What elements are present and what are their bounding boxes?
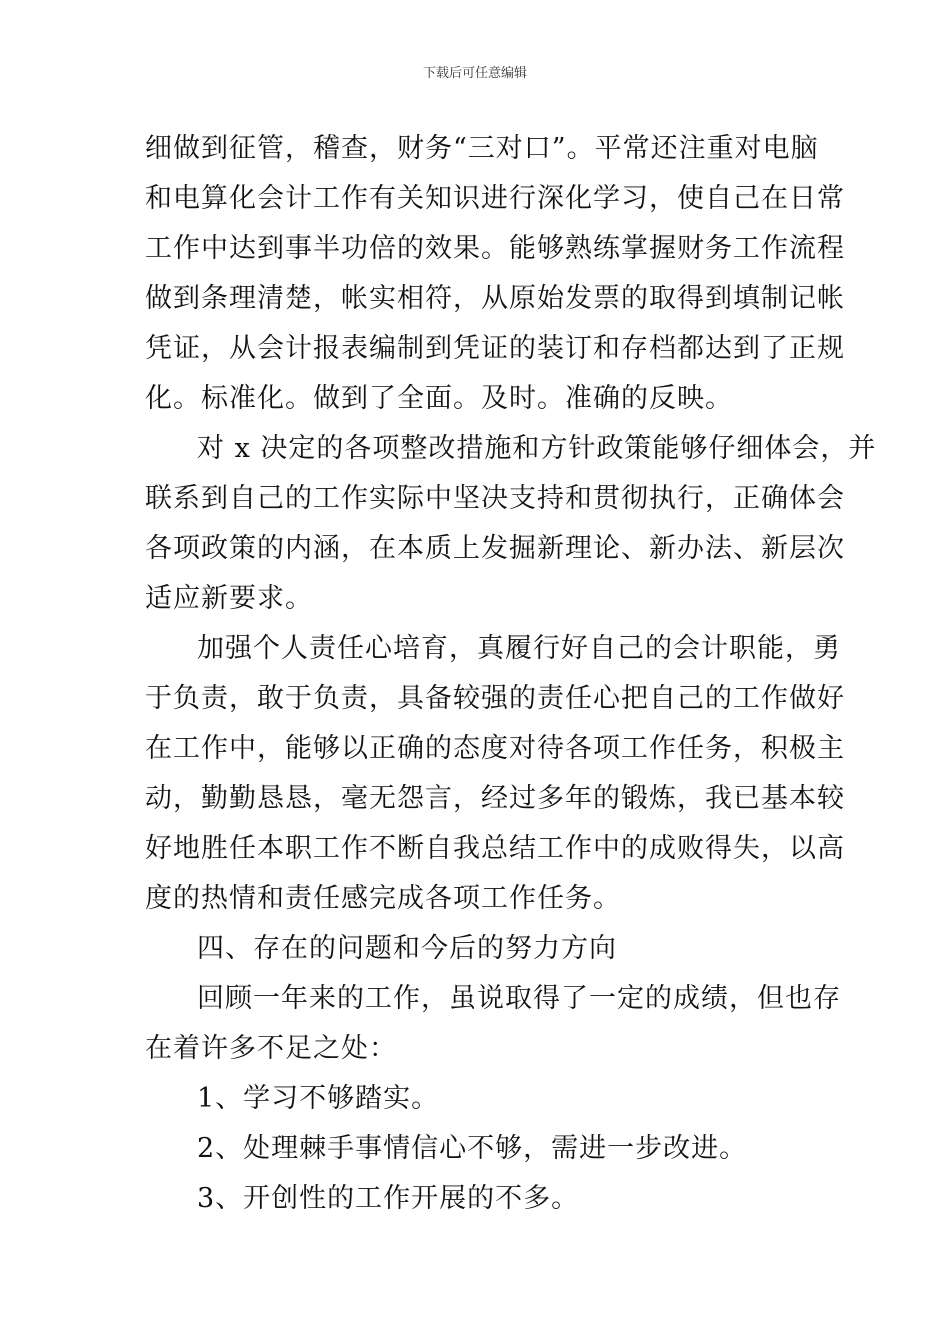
text-line: 做到条理清楚，帐实相符，从原始发票的取得到填制记帐 — [145, 283, 845, 314]
document-body — [145, 124, 877, 1224]
text-line: 化。标准化。做到了全面。及时。准确的反映。 — [145, 383, 733, 414]
text-line: 动，勤勤恳恳，毫无怨言，经过多年的锻炼，我已基本较 — [145, 783, 845, 814]
list-item: 2、处理棘手事情信心不够，需进一步改进。 — [197, 1133, 748, 1164]
paragraph-start-line: 对 x 决定的各项整改措施和方针政策能够仔细体会，并 — [197, 433, 877, 464]
text-line: 好地胜任本职工作不断自我总结工作中的成败得失，以高 — [145, 833, 845, 864]
text-line: 工作中达到事半功倍的效果。能够熟练掌握财务工作流程 — [145, 233, 845, 264]
paragraph-start-line: 加强个人责任心培育，真履行好自己的会计职能，勇 — [197, 633, 841, 664]
list-item: 1、学习不够踏实。 — [197, 1083, 440, 1114]
paragraph-start-line: 回顾一年来的工作，虽说取得了一定的成绩，但也存 — [197, 983, 841, 1014]
text-line: 联系到自己的工作实际中坚决支持和贯彻执行，正确体会 — [145, 483, 845, 514]
text-line: 在着许多不足之处： — [145, 1033, 397, 1064]
list-item: 3、开创性的工作开展的不多。 — [197, 1183, 580, 1214]
text-line: 适应新要求。 — [145, 583, 313, 614]
section-heading: 四、存在的问题和今后的努力方向 — [197, 933, 617, 964]
text-line: 细做到征管，稽查，财务“三对口”。平常还注重对电脑 — [145, 133, 819, 164]
text-line: 各项政策的内涵，在本质上发掘新理论、新办法、新层次 — [145, 533, 845, 564]
text-line: 在工作中，能够以正确的态度对待各项工作任务，积极主 — [145, 733, 845, 764]
text-line: 凭证，从会计报表编制到凭证的装订和存档都达到了正规 — [145, 333, 845, 364]
text-line: 和电算化会计工作有关知识进行深化学习，使自己在日常 — [145, 183, 845, 214]
text-line: 度的热情和责任感完成各项工作任务。 — [145, 883, 621, 914]
text-line: 于负责，敢于负责，具备较强的责任心把自己的工作做好 — [145, 683, 845, 714]
page-header: 下载后可任意编辑 — [422, 66, 527, 81]
